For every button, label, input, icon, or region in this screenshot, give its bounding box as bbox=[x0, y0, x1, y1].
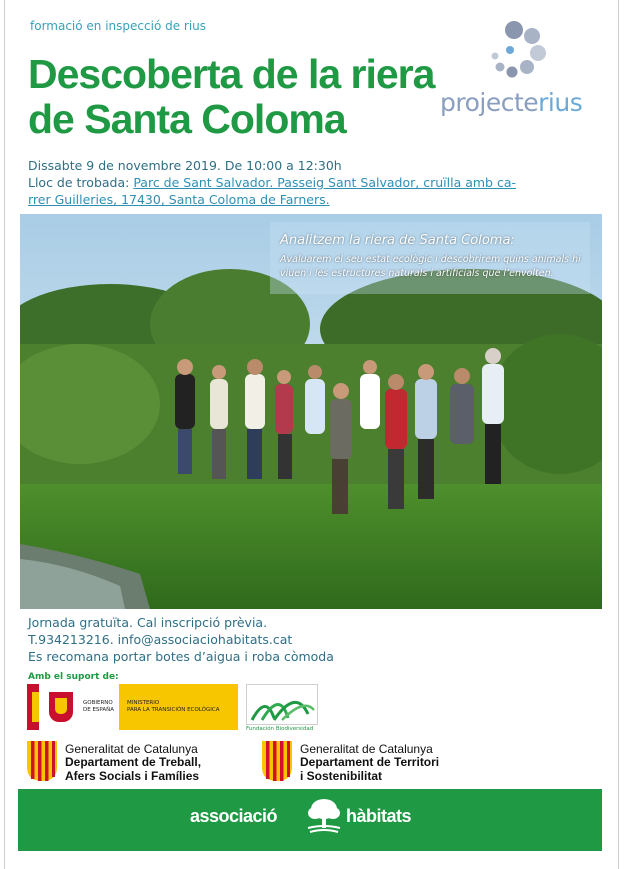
gencat-territori-name: Generalitat de Catalunya bbox=[300, 742, 433, 756]
gencat-treball-logo bbox=[27, 741, 257, 785]
gencat-treball-dept-line-1: Departament de Treball, bbox=[65, 755, 202, 769]
gobierno-espana-logo bbox=[27, 684, 238, 730]
page-border-right bbox=[618, 0, 619, 869]
banner-text-right: hàbitats bbox=[346, 806, 412, 826]
page-border-left bbox=[4, 0, 5, 869]
coat-of-arms-inner-icon bbox=[55, 698, 67, 714]
senyera-emblem-icon bbox=[262, 741, 292, 781]
gobierno-espana-panel bbox=[27, 684, 119, 730]
gencat-territori-dept-line-2: i Sostenibilitat bbox=[300, 769, 383, 783]
photo-overlay-text: Avaluarem el seu estat ecològic i descobrirem quins animals hi viuen i les estructures naturals i artificials que l’envolten. bbox=[280, 254, 581, 279]
fundacion-biodiversidad-text: Fundación Biodiversidad bbox=[246, 726, 314, 732]
senyera-emblem-icon bbox=[27, 741, 57, 781]
header-subtitle: formació en inspecció de rius bbox=[30, 19, 207, 33]
photo-overlay-heading: Analitzem la riera de Santa Coloma: bbox=[280, 233, 515, 248]
ministry-text bbox=[127, 700, 219, 714]
gobierno-espana-text bbox=[83, 700, 114, 714]
gencat-treball-dept-line-2: Afers Socials i Famílies bbox=[65, 769, 200, 783]
ministry-line-2: PARA LA TRANSICIÓN ECOLÓGICA bbox=[127, 707, 220, 713]
ministry-line-1: MINISTERIO bbox=[127, 700, 160, 706]
title-line-1: Descoberta de la riera bbox=[28, 51, 435, 97]
gencat-territori-logo bbox=[262, 741, 492, 785]
details-line-1: Jornada gratuïta. Cal inscripció prèvia. bbox=[28, 615, 268, 630]
meeting-place-link-1[interactable]: Parc de Sant Salvador. Passeig Sant Salvador, cruïlla amb ca- bbox=[133, 175, 517, 190]
support-label: Amb el suport de: bbox=[28, 672, 119, 682]
event-info bbox=[28, 157, 548, 208]
event-date-time: Dissabte 9 de novembre 2019. De 10:00 a 12:30h bbox=[28, 158, 342, 173]
details-line-3: Es recomana portar botes d’aigua i roba còmoda bbox=[28, 649, 334, 664]
projecte-rius-logo-text bbox=[440, 88, 582, 117]
gencat-treball-dept bbox=[65, 755, 201, 783]
banner-text-left: associació bbox=[190, 806, 278, 826]
tree-logo-icon bbox=[304, 796, 344, 836]
event-meeting-place bbox=[28, 174, 548, 191]
details-line-2: T.934213216. info@associaciohabitats.cat bbox=[28, 632, 293, 647]
meeting-label: Lloc de trobada: bbox=[28, 175, 134, 190]
gencat-territori-dept bbox=[300, 755, 439, 783]
gencat-territori-dept-line-1: Departament de Territori bbox=[300, 755, 440, 769]
logo-text-main: projecte bbox=[440, 88, 539, 117]
logo-text-accent: rius bbox=[538, 88, 583, 117]
gencat-treball-name: Generalitat de Catalunya bbox=[65, 742, 198, 756]
gov-es-line-2: DE ESPAÑA bbox=[83, 707, 115, 713]
spain-flag-icon bbox=[32, 692, 39, 722]
gov-es-line-1: GOBIERNO bbox=[83, 700, 113, 706]
event-details bbox=[28, 614, 334, 665]
page-title bbox=[28, 52, 434, 142]
meeting-place-link-2[interactable]: rrer Guilleries, 17430, Santa Coloma de Farners. bbox=[28, 192, 330, 207]
title-line-2: de Santa Coloma bbox=[28, 96, 346, 142]
